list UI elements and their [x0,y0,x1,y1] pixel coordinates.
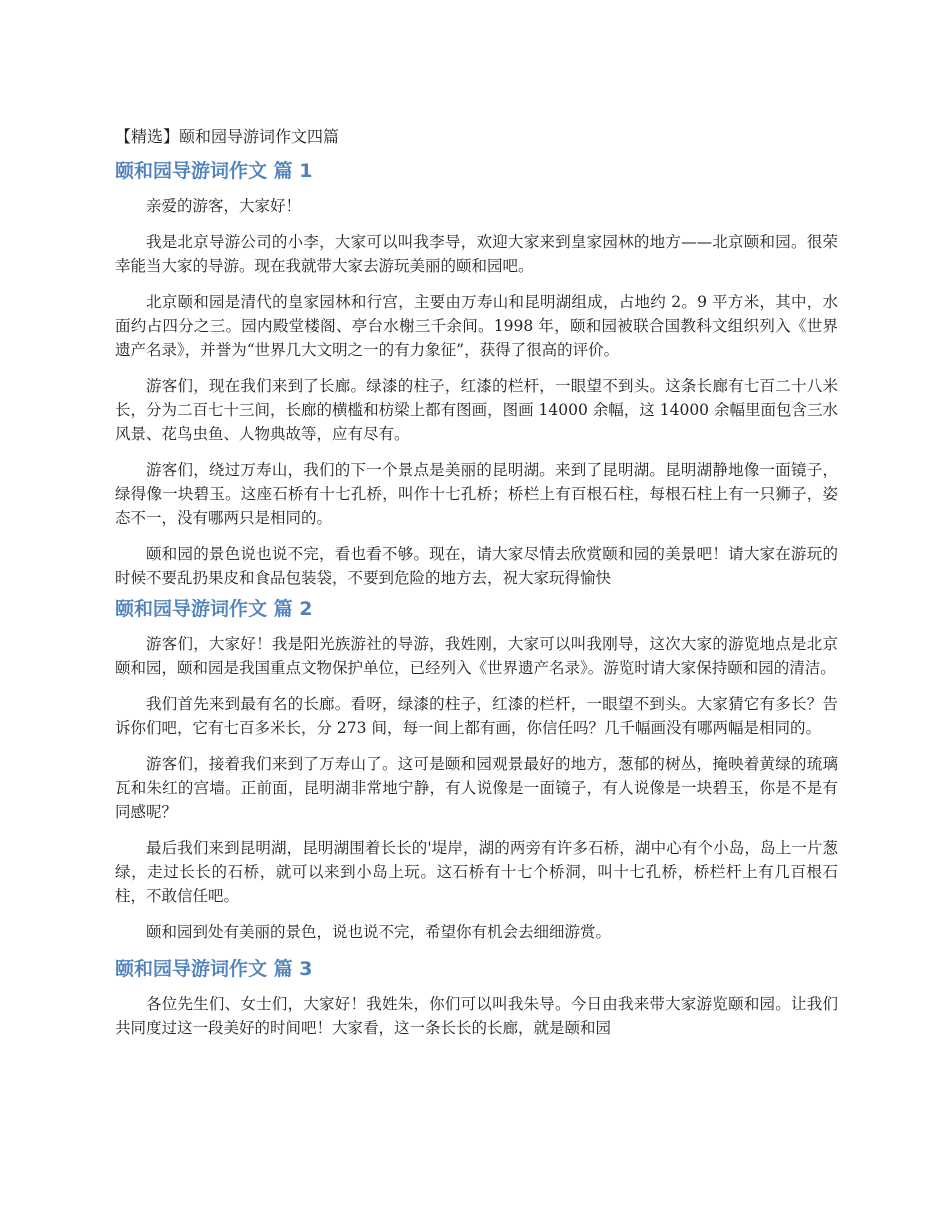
section-heading: 颐和园导游词作文 篇 3 [115,958,313,980]
section-heading: 颐和园导游词作文 篇 2 [115,598,313,620]
paragraph: 北京颐和园是清代的皇家园林和行宫，主要由万寿山和昆明湖组成，占地约 2。9 平方米，其中，水面约占四分之三。园内殿堂楼阁、亭台水榭三千余间。1998 年，颐和园被联合国教科文组织列入《世界遗产名录》，并誉为“世界几大文明之一的有力象征”，获得了很高的评价。 [115,293,838,359]
paragraph: 亲爱的游客，大家好！ [146,197,302,215]
paragraph: 颐和园的景色说也说不完，看也看不够。现在，请大家尽情去欣赏颐和园的美景吧！请大家在游玩的时候不要乱扔果皮和食品包装袋，不要到危险的地方去，祝大家玩得愉快 [115,545,838,587]
section-1 [115,158,838,590]
paragraph: 我是北京导游公司的小李，大家可以叫我李导，欢迎大家来到皇家园林的地方——北京颐和园。很荣幸能当大家的导游。现在我就带大家去游玩美丽的颐和园吧。 [115,233,838,275]
paragraph: 各位先生们、女士们，大家好！我姓朱，你们可以叫我朱导。今日由我来带大家游览颐和园。让我们共同度过这一段美好的时间吧！大家看，这一条长长的长廊，就是颐和园 [115,995,838,1037]
paragraph: 最后我们来到昆明湖，昆明湖围着长长的'堤岸，湖的两旁有许多石桥，湖中心有个小岛，岛上一片葱绿，走过长长的石桥，就可以来到小岛上玩。这石桥有十七个桥洞，叫十七孔桥，桥栏杆上有几百根石柱，不敢信任吧。 [115,839,838,905]
section-3 [115,956,838,1040]
paragraph: 颐和园到处有美丽的景色，说也说不完，希望你有机会去细细游赏。 [146,923,612,941]
paragraph: 游客们，现在我们来到了长廊。绿漆的柱子，红漆的栏杆，一眼望不到头。这条长廊有七百二十八米长，分为二百七十三间，长廊的横槛和枋梁上都有图画，图画 14000 余幅，这 14000 余幅里面包含三水风景、花鸟虫鱼、人物典故等，应有尽有。 [115,377,838,443]
section-heading: 颐和园导游词作文 篇 1 [115,160,313,182]
document-title: 【精选】颐和园导游词作文四篇 [115,127,340,146]
document-body [115,124,838,1052]
section-2 [115,596,838,944]
paragraph: 我们首先来到最有名的长廊。看呀，绿漆的柱子，红漆的栏杆，一眼望不到头。大家猜它有多长？告诉你们吧，它有七百多米长，分 273 间，每一间上都有画，你信任吗？几千幅画没有哪两幅是相同的。 [115,695,838,737]
paragraph: 游客们，绕过万寿山，我们的下一个景点是美丽的昆明湖。来到了昆明湖。昆明湖静地像一面镜子，绿得像一块碧玉。这座石桥有十七孔桥，叫作十七孔桥；桥栏上有百根石柱，每根石柱上有一只狮子，姿态不一，没有哪两只是相同的。 [115,461,838,527]
paragraph: 游客们，接着我们来到了万寿山了。这可是颐和园观景最好的地方，葱郁的树丛，掩映着黄绿的琉璃瓦和朱红的宫墙。正前面，昆明湖非常地宁静，有人说像是一面镜子，有人说像是一块碧玉，你是不是有同感呢？ [115,755,838,821]
paragraph: 游客们，大家好！我是阳光族游社的导游，我姓刚，大家可以叫我刚导，这次大家的游览地点是北京颐和园，颐和园是我国重点文物保护单位，已经列入《世界遗产名录》。游览时请大家保持颐和园的清洁。 [115,635,838,677]
